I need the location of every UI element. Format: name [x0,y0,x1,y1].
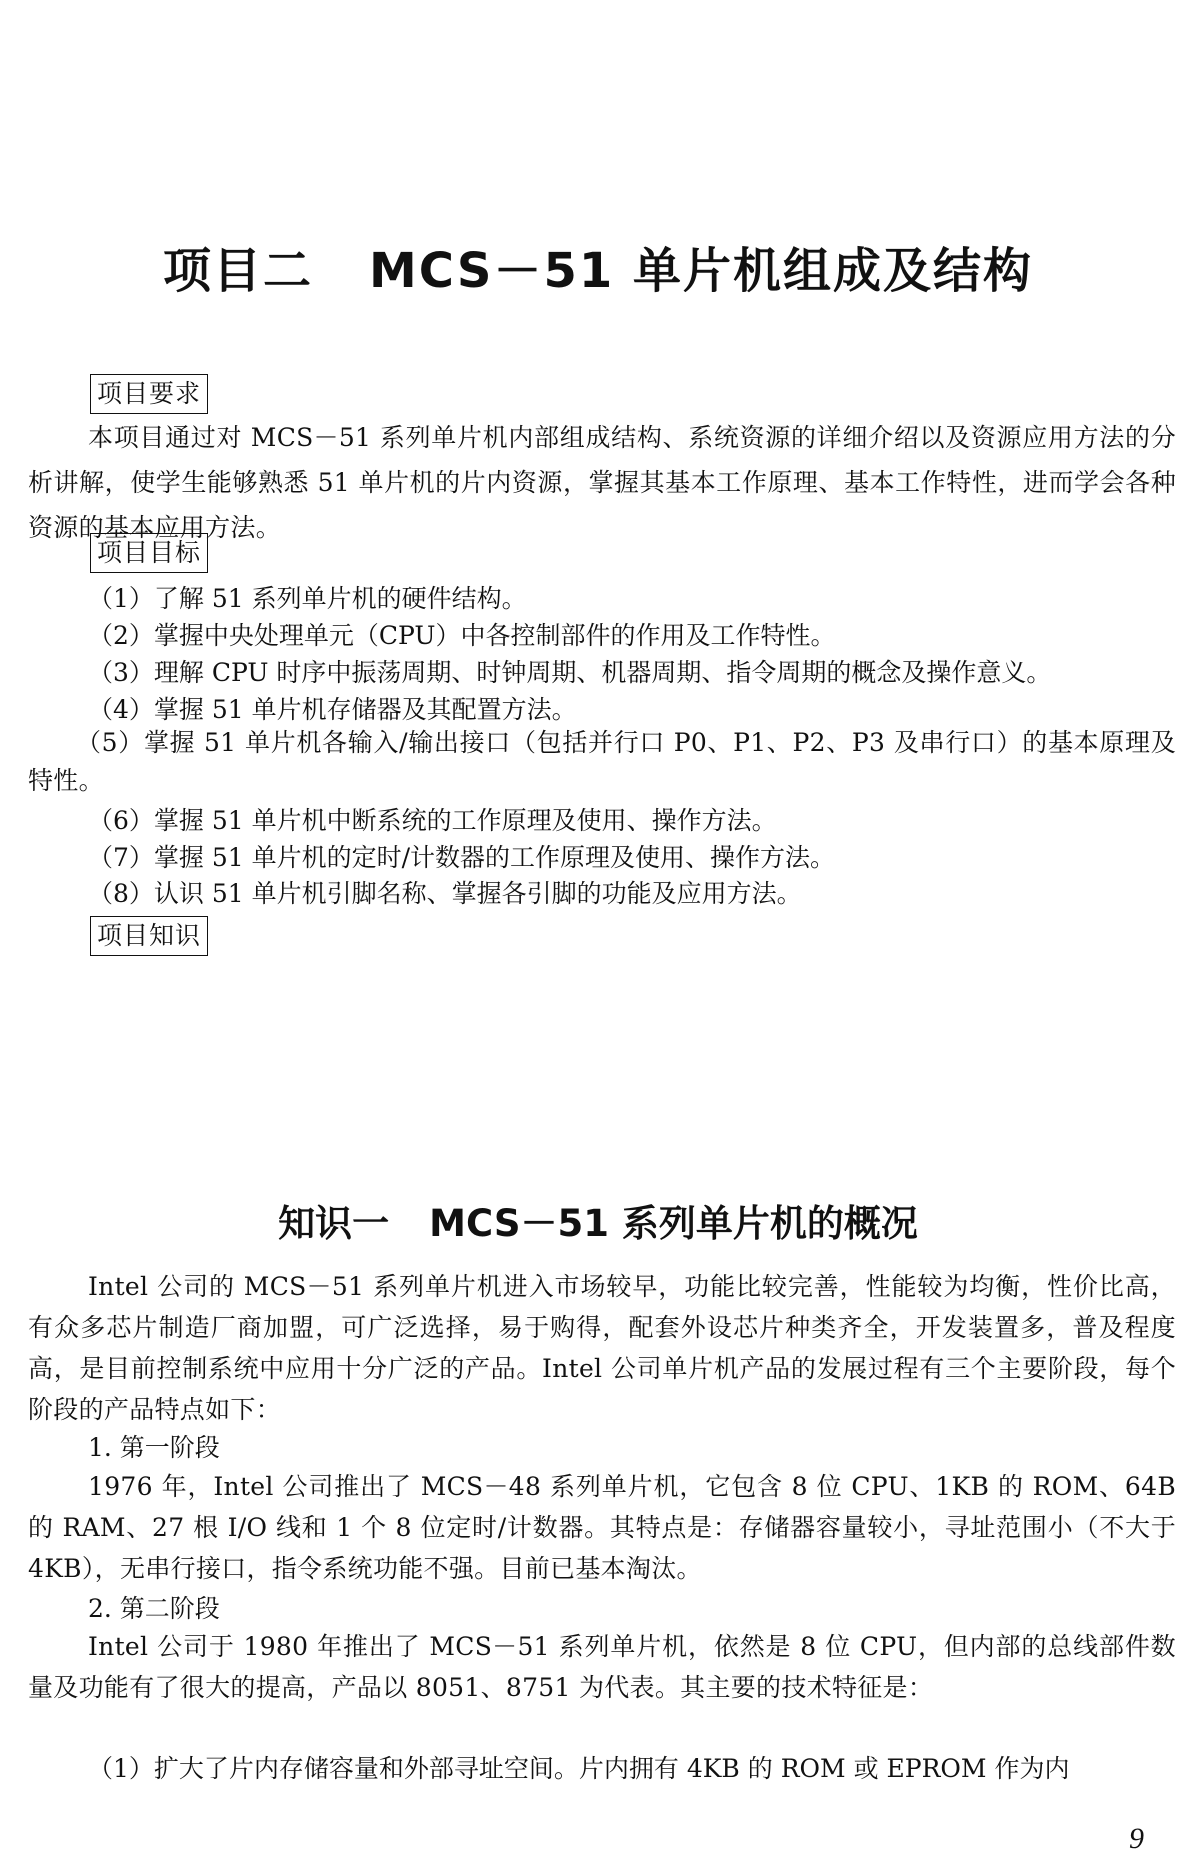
knowledge-title-number: 知识一 [278,1202,390,1245]
goal-item: （2）掌握中央处理单元（CPU）中各控制部件的作用及工作特性。 [88,621,836,650]
goal-item: （4）掌握 51 单片机存储器及其配置方法。 [88,695,577,724]
goal-item: （5）掌握 51 单片机各输入/输出接口（包括并行口 P0、P1、P2、P3 及串行口）的基本原理及特性。 [28,728,1176,795]
goal-item: （1）了解 51 系列单片机的硬件结构。 [88,584,527,613]
goal-item: （7）掌握 51 单片机的定时/计数器的工作原理及使用、操作方法。 [88,843,836,872]
knowledge-title-text: MCS－51 系列单片机的概况 [429,1202,918,1245]
goal-item: （3）理解 CPU 时序中振荡周期、时钟周期、机器周期、指令周期的概念及操作意义。 [88,658,1052,687]
chapter-title-number: 项目二 [163,243,314,299]
stage2-item: （1）扩大了片内存储容量和外部寻址空间。片内拥有 4KB 的 ROM 或 EPROM 作为内 [88,1754,1070,1783]
goal-item: （8）认识 51 单片机引脚名称、掌握各引脚的功能及应用方法。 [88,879,802,908]
goal-item: （6）掌握 51 单片机中断系统的工作原理及使用、操作方法。 [88,806,777,835]
knowledge-title [0,1193,1196,1247]
stage2-heading: 2. 第二阶段 [88,1594,220,1623]
stage1-paragraph: 1976 年，Intel 公司推出了 MCS－48 系列单片机，它包含 8 位 CPU、1KB 的 ROM、64B 的 RAM、27 根 I/O 线和 1 个 8 位定时/计数器。其特点是：存储器容量较小，寻址范围小（不大于 4KB），无串行接口，指令系统功能不强。目前已基本淘汰。 [28,1472,1176,1583]
requirements-paragraph: 本项目通过对 MCS－51 系列单片机内部组成结构、系统资源的详细介绍以及资源应用方法的分析讲解，使学生能够熟悉 51 单片机的片内资源，掌握其基本工作原理、基本工作特性，进而学会各种资源的基本应用方法。 [28,423,1176,542]
chapter-title [0,232,1196,301]
section-label-goals: 项目目标 [90,533,208,573]
stage1-heading: 1. 第一阶段 [88,1433,220,1462]
chapter-title-text: MCS－51 单片机组成及结构 [369,243,1033,299]
intro-paragraph: Intel 公司的 MCS－51 系列单片机进入市场较早，功能比较完善，性能较为均衡，性价比高，有众多芯片制造厂商加盟，可广泛选择，易于购得，配套外设芯片种类齐全，开发装置多，普及程度高，是目前控制系统中应用十分广泛的产品。Intel 公司单片机产品的发展过程有三个主要阶段，每个阶段的产品特点如下： [28,1272,1176,1424]
section-label-knowledge: 项目知识 [90,916,208,956]
stage2-paragraph: Intel 公司于 1980 年推出了 MCS－51 系列单片机，依然是 8 位 CPU，但内部的总线部件数量及功能有了很大的提高，产品以 8051、8751 为代表。其主要的技术特征是： [28,1632,1176,1702]
page-number: 9 [1129,1822,1144,1855]
section-label-requirements: 项目要求 [90,374,208,414]
